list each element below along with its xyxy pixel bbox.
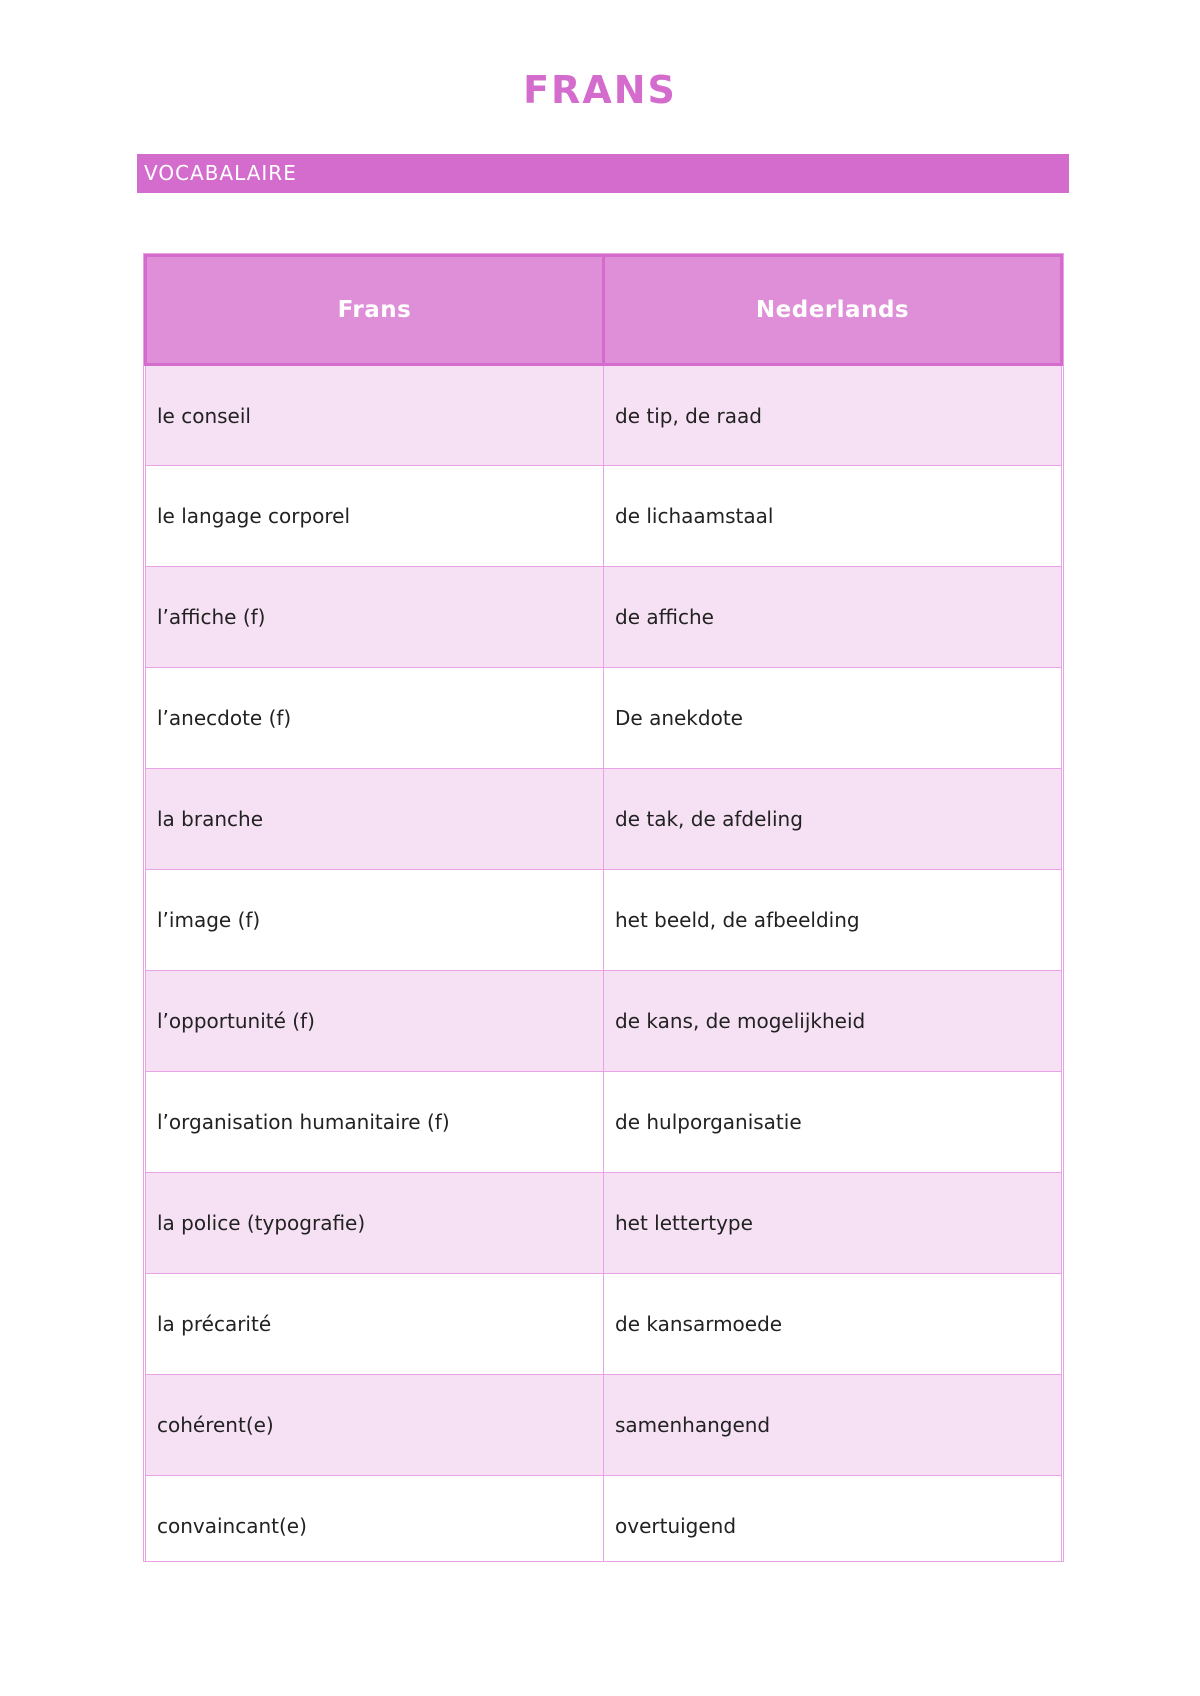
dutch-translation: de lichaamstaal [604, 466, 1062, 567]
dutch-translation: het beeld, de afbeelding [604, 870, 1062, 971]
table-row [146, 668, 1062, 769]
table-row [146, 971, 1062, 1072]
vocabulary-table-grid [144, 254, 1063, 1562]
dutch-translation: de affiche [604, 567, 1062, 668]
vocabulary-table [143, 253, 1064, 1562]
dutch-translation: De anekdote [604, 668, 1062, 769]
page-title: FRANS [523, 68, 677, 112]
column-header-dutch: Nederlands [604, 256, 1062, 365]
table-row [146, 769, 1062, 870]
table-row [146, 1375, 1062, 1476]
french-term: cohérent(e) [146, 1375, 604, 1476]
dutch-translation: samenhangend [604, 1375, 1062, 1476]
dutch-translation: overtuigend [604, 1476, 1062, 1563]
dutch-translation: de hulporganisatie [604, 1072, 1062, 1173]
french-term: l’affiche (f) [146, 567, 604, 668]
table-row [146, 870, 1062, 971]
dutch-translation: de tip, de raad [604, 365, 1062, 466]
french-term: la précarité [146, 1274, 604, 1375]
french-term: l’anecdote (f) [146, 668, 604, 769]
dutch-translation: de kansarmoede [604, 1274, 1062, 1375]
french-term: convaincant(e) [146, 1476, 604, 1563]
french-term: le conseil [146, 365, 604, 466]
dutch-translation: de kans, de mogelijkheid [604, 971, 1062, 1072]
french-term: l’opportunité (f) [146, 971, 604, 1072]
table-row [146, 567, 1062, 668]
french-term: la police (typografie) [146, 1173, 604, 1274]
french-term: la branche [146, 769, 604, 870]
french-term: l’image (f) [146, 870, 604, 971]
table-row [146, 1173, 1062, 1274]
table-row [146, 1072, 1062, 1173]
table-row [146, 466, 1062, 567]
table-row [146, 1274, 1062, 1375]
table-header-row [146, 256, 1062, 365]
table-row [146, 1476, 1062, 1563]
dutch-translation: de tak, de afdeling [604, 769, 1062, 870]
table-row [146, 365, 1062, 466]
section-heading: VOCABALAIRE [137, 154, 1069, 193]
column-header-french: Frans [146, 256, 604, 365]
dutch-translation: het lettertype [604, 1173, 1062, 1274]
french-term: l’organisation humanitaire (f) [146, 1072, 604, 1173]
french-term: le langage corporel [146, 466, 604, 567]
